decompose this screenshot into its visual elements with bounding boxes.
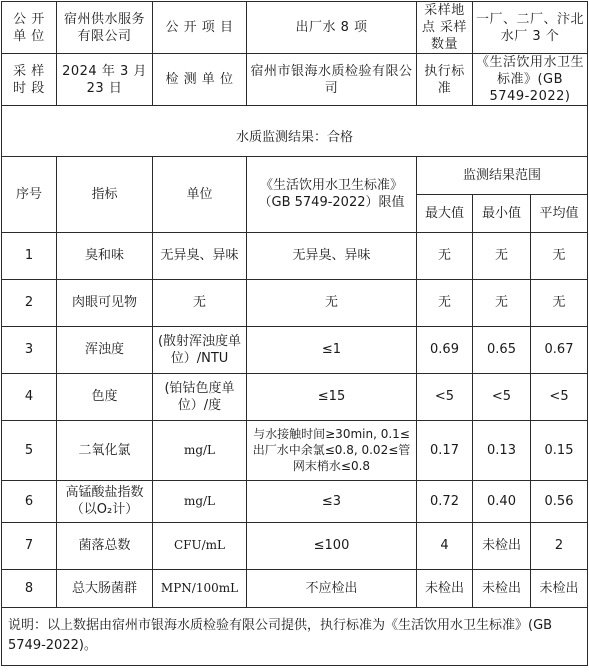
table-row xyxy=(2,420,588,480)
row-min: 0.13 xyxy=(473,420,531,480)
row-unit: (铂钴色度单位）/度 xyxy=(153,373,247,420)
standard-label: 执行标准 xyxy=(417,54,473,106)
header-row-1 xyxy=(2,2,588,54)
row-seq: 5 xyxy=(2,420,57,480)
row-unit: mg/L xyxy=(153,480,247,522)
water-quality-report xyxy=(1,1,587,666)
row-indicator: 总大肠菌群 xyxy=(57,569,153,607)
publish-item-value: 出厂水 8 项 xyxy=(247,2,417,54)
row-limit: ≤15 xyxy=(247,373,417,420)
table-row xyxy=(2,279,588,326)
publisher-label: 公 开 单 位 xyxy=(2,2,57,54)
row-max: 0.69 xyxy=(417,326,473,373)
table-row xyxy=(2,232,588,279)
col-max-header: 最大值 xyxy=(417,194,473,232)
row-unit: mg/L xyxy=(153,420,247,480)
row-limit: 无异臭、异味 xyxy=(247,232,417,279)
row-indicator: 肉眼可见物 xyxy=(57,279,153,326)
row-limit: 无 xyxy=(247,279,417,326)
row-limit: ≤100 xyxy=(247,522,417,569)
header-row-2 xyxy=(2,54,588,106)
sampling-site-label: 采样地点 采样数量 xyxy=(417,2,473,54)
row-indicator: 色度 xyxy=(57,373,153,420)
row-min: 未检出 xyxy=(473,522,531,569)
row-seq: 1 xyxy=(2,232,57,279)
spacer-cell xyxy=(2,106,588,120)
testing-org-value: 宿州市银海水质检验有限公司 xyxy=(247,54,417,106)
row-min: 0.65 xyxy=(473,326,531,373)
row-unit: (散射浑浊度单位）/NTU xyxy=(153,326,247,373)
row-unit: 无 xyxy=(153,279,247,326)
row-avg: 无 xyxy=(531,232,588,279)
sampling-period-label: 采 样 时 段 xyxy=(2,54,57,106)
row-seq: 6 xyxy=(2,480,57,522)
row-indicator: 浑浊度 xyxy=(57,326,153,373)
row-max: 未检出 xyxy=(417,569,473,607)
standard-value: 《生活饮用水卫生标准》(GB 5749-2022) xyxy=(473,54,588,106)
row-limit: 不应检出 xyxy=(247,569,417,607)
row-limit: 与水接触时间≥30min, 0.1≤出厂水中余氯≤0.8, 0.02≤管网末梢水≤0.8 xyxy=(247,420,417,480)
row-limit: ≤3 xyxy=(247,480,417,522)
col-avg-header: 平均值 xyxy=(531,194,588,232)
row-max: 无 xyxy=(417,232,473,279)
footnote: 说明：以上数据由宿州市银海水质检验有限公司提供，执行标准为《生活饮用水卫生标准》(GB 5749-2022)。 xyxy=(2,607,588,665)
row-avg: 无 xyxy=(531,279,588,326)
row-avg: 0.56 xyxy=(531,480,588,522)
sampling-site-value: 一厂、二厂、汴北水厂 3 个 xyxy=(473,2,588,54)
table-row xyxy=(2,569,588,607)
col-min-header: 最小值 xyxy=(473,194,531,232)
col-limit-header: 《生活饮用水卫生标准》（GB 5749-2022）限值 xyxy=(247,156,417,232)
row-unit: 无异臭、异味 xyxy=(153,232,247,279)
result-title-row xyxy=(2,120,588,157)
sampling-period-value: 2024 年 3 月 23 日 xyxy=(57,54,153,106)
col-range-group-header: 监测结果范围 xyxy=(417,156,588,194)
row-max: 0.17 xyxy=(417,420,473,480)
row-max: 0.72 xyxy=(417,480,473,522)
report-table xyxy=(1,1,588,666)
row-unit: CFU/mL xyxy=(153,522,247,569)
row-max: 无 xyxy=(417,279,473,326)
row-avg: 未检出 xyxy=(531,569,588,607)
row-avg: 0.67 xyxy=(531,326,588,373)
spacer-row xyxy=(2,106,588,120)
row-indicator: 高锰酸盐指数（以O₂计） xyxy=(57,480,153,522)
col-unit-header: 单位 xyxy=(153,156,247,232)
table-row xyxy=(2,373,588,420)
row-avg: 2 xyxy=(531,522,588,569)
publisher-value: 宿州供水服务有限公司 xyxy=(57,2,153,54)
row-unit: MPN/100mL xyxy=(153,569,247,607)
row-min: 无 xyxy=(473,279,531,326)
row-indicator: 臭和味 xyxy=(57,232,153,279)
row-avg: 0.15 xyxy=(531,420,588,480)
column-header-row-1 xyxy=(2,156,588,194)
row-seq: 7 xyxy=(2,522,57,569)
row-min: <5 xyxy=(473,373,531,420)
row-seq: 4 xyxy=(2,373,57,420)
row-indicator: 二氧化氯 xyxy=(57,420,153,480)
note-row xyxy=(2,607,588,665)
row-min: 无 xyxy=(473,232,531,279)
table-row xyxy=(2,522,588,569)
row-indicator: 菌落总数 xyxy=(57,522,153,569)
testing-org-label: 检 测 单 位 xyxy=(153,54,247,106)
table-row xyxy=(2,480,588,522)
row-min: 0.40 xyxy=(473,480,531,522)
row-seq: 3 xyxy=(2,326,57,373)
row-seq: 8 xyxy=(2,569,57,607)
row-seq: 2 xyxy=(2,279,57,326)
row-limit: ≤1 xyxy=(247,326,417,373)
row-max: 4 xyxy=(417,522,473,569)
col-indicator-header: 指标 xyxy=(57,156,153,232)
row-min: 未检出 xyxy=(473,569,531,607)
publish-item-label: 公 开 项 目 xyxy=(153,2,247,54)
result-title: 水质监测结果：合格 xyxy=(2,120,588,157)
row-max: <5 xyxy=(417,373,473,420)
col-seq-header: 序号 xyxy=(2,156,57,232)
row-avg: <5 xyxy=(531,373,588,420)
table-row xyxy=(2,326,588,373)
